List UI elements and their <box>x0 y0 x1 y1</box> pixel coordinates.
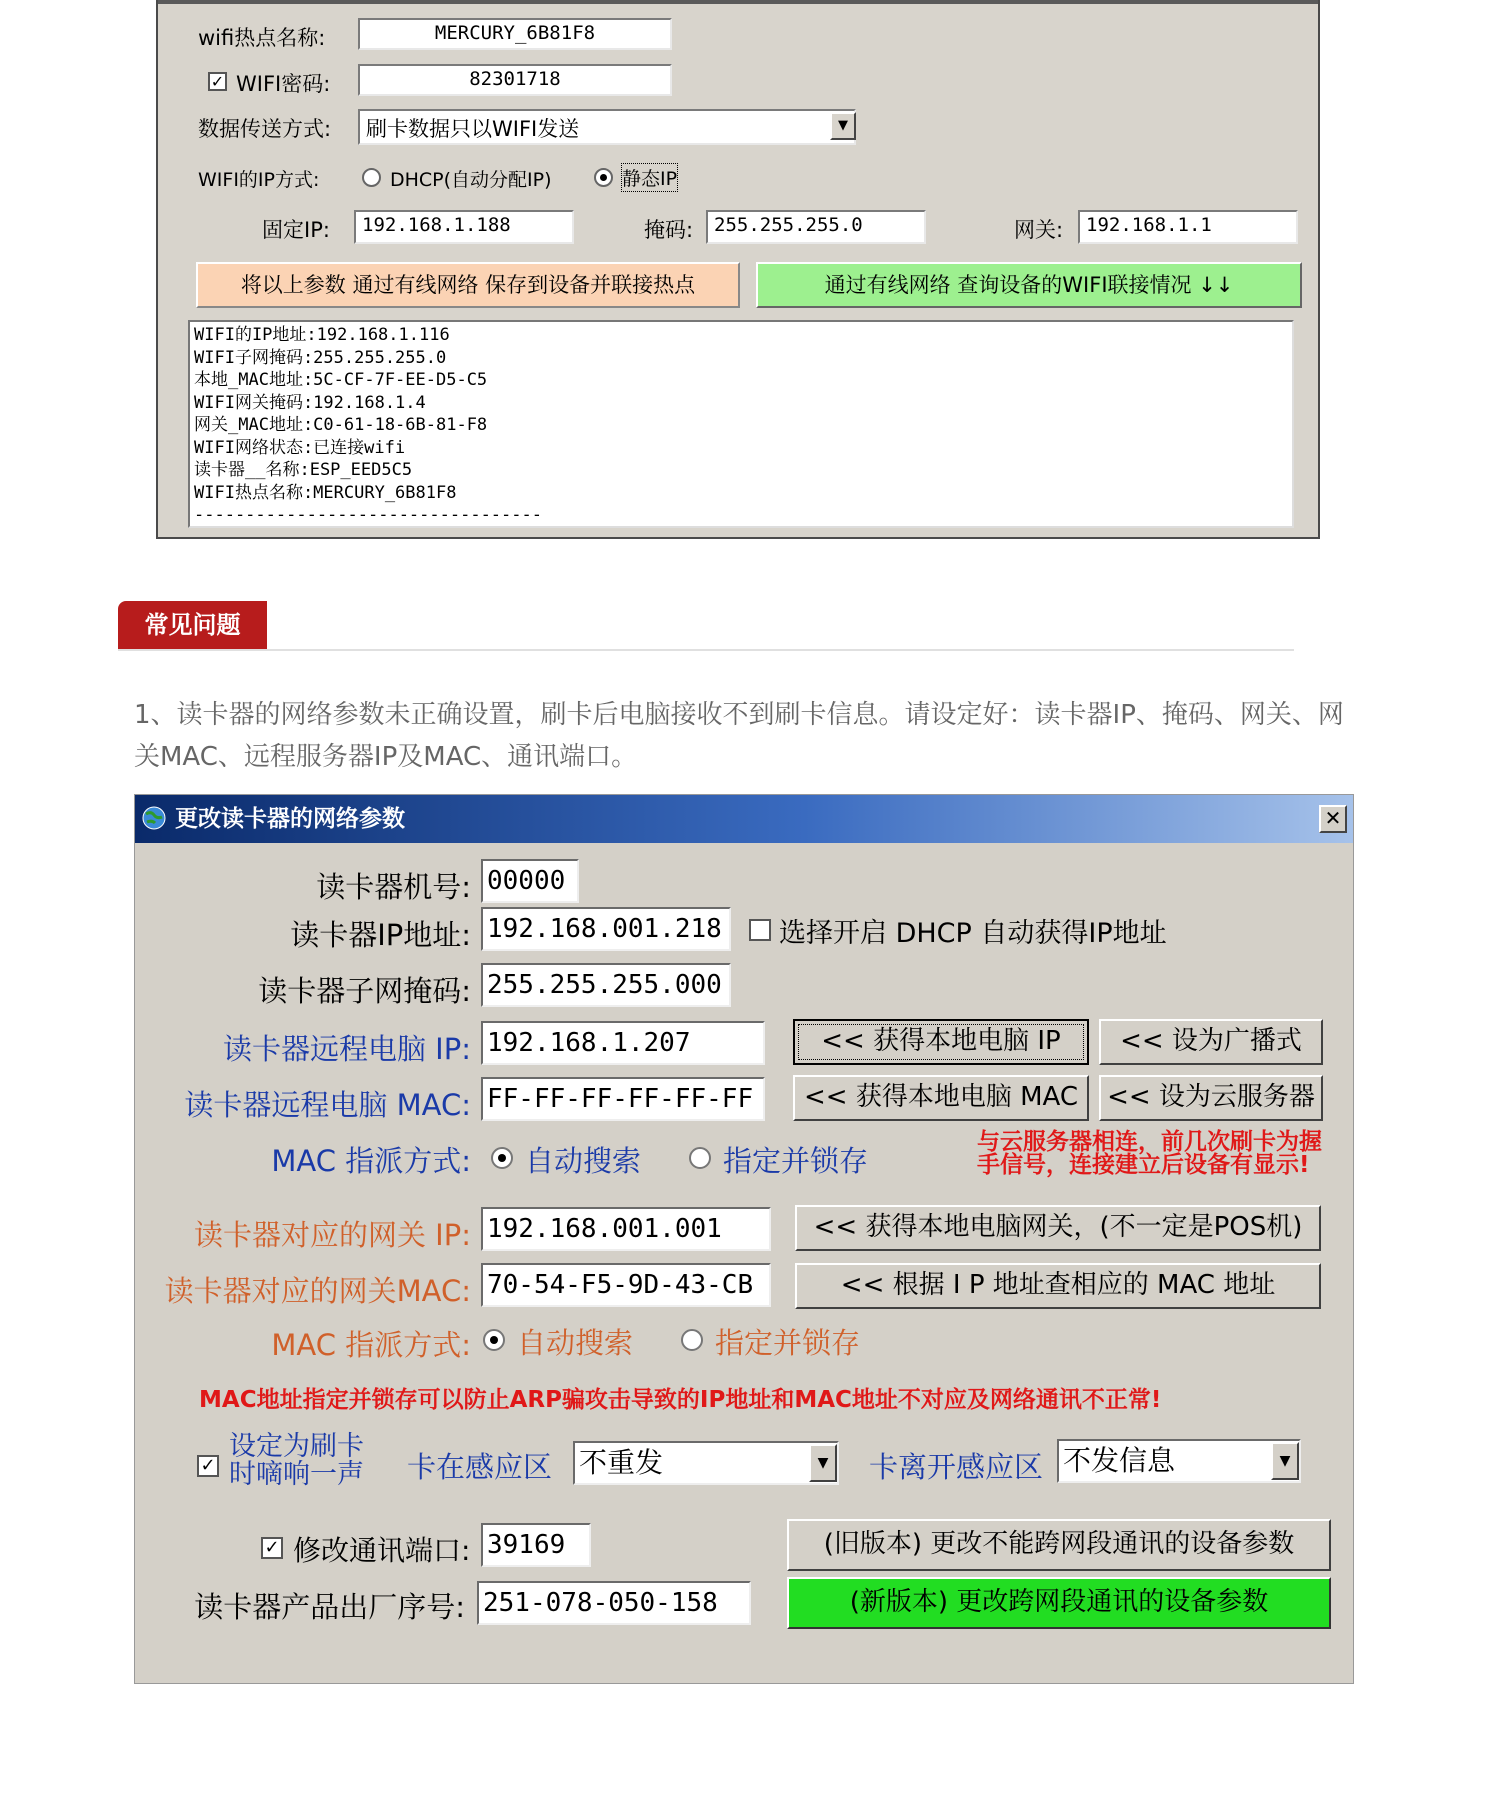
dhcp-label: 选择开启 DHCP 自动获得IP地址 <box>779 918 1167 949</box>
wifi-password-checkbox[interactable]: ✓ <box>208 72 227 91</box>
ip-mode-static-radio[interactable] <box>594 168 613 187</box>
cloud-note <box>977 1131 1322 1177</box>
mask-field[interactable]: 255.255.255.0 <box>706 210 926 244</box>
fixed-ip-field[interactable]: 192.168.1.188 <box>354 210 574 244</box>
globe-icon <box>141 805 167 831</box>
gateway-mac-lock-label: 指定并锁存 <box>715 1326 861 1360</box>
log-line: WIFI子网掩码:255.255.255.0 <box>194 347 447 368</box>
log-line: WIFI热点名称:MERCURY_6B81F8 <box>194 482 457 503</box>
gateway-mac-mode-label: MAC 指派方式: <box>271 1328 471 1362</box>
hotspot-label: wifi热点名称: <box>198 26 326 50</box>
dhcp-checkbox[interactable] <box>749 919 771 941</box>
get-local-gateway-button[interactable]: << 获得本地电脑网关，(不一定是POS机) <box>795 1205 1321 1251</box>
transfer-mode-select[interactable] <box>358 109 856 145</box>
device-no-field[interactable]: 00000 <box>481 859 579 903</box>
gateway-mac-lock-radio[interactable] <box>681 1329 703 1351</box>
beep-checkbox[interactable]: ✓ <box>197 1455 219 1477</box>
device-ip-label: 读卡器IP地址: <box>290 918 471 952</box>
wifi-settings-panel <box>156 0 1320 539</box>
device-mask-label: 读卡器子网掩码: <box>258 974 471 1008</box>
remote-mac-auto-radio[interactable] <box>491 1147 513 1169</box>
set-cloud-server-button[interactable]: << 设为云服务器 <box>1099 1075 1323 1121</box>
transfer-mode-label: 数据传送方式: <box>198 117 332 141</box>
close-button[interactable]: ✕ <box>1319 805 1347 833</box>
transfer-mode-value: 刷卡数据只以WIFI发送 <box>366 117 580 141</box>
serial-field[interactable]: 251-078-050-158 <box>477 1581 751 1625</box>
remote-mac-field[interactable]: FF-FF-FF-FF-FF-FF <box>481 1077 765 1121</box>
new-version-update-button[interactable]: (新版本) 更改跨网段通讯的设备参数 <box>787 1577 1331 1629</box>
remote-mac-lock-label: 指定并锁存 <box>723 1144 869 1178</box>
beep-label <box>229 1433 364 1489</box>
gateway-label: 网关: <box>1014 218 1064 242</box>
remote-mac-auto-label: 自动搜索 <box>525 1144 642 1178</box>
fixed-ip-label: 固定IP: <box>262 218 330 242</box>
get-local-ip-button[interactable]: << 获得本地电脑 IP <box>793 1019 1089 1065</box>
leave-zone-value: 不发信息 <box>1063 1444 1176 1477</box>
wifi-status-log <box>188 320 1294 528</box>
hotspot-name-field[interactable]: MERCURY_6B81F8 <box>358 18 672 50</box>
leave-zone-label: 卡离开感应区 <box>869 1450 1044 1484</box>
gateway-ip-label: 读卡器对应的网关 IP: <box>193 1218 471 1252</box>
remote-mac-lock-radio[interactable] <box>689 1147 711 1169</box>
device-no-label: 读卡器机号: <box>316 870 471 904</box>
gateway-mac-auto-label: 自动搜索 <box>517 1326 634 1360</box>
dialog-titlebar <box>135 795 1353 843</box>
mask-label: 掩码: <box>644 218 694 242</box>
cloud-note-line: 手信号，连接建立后设备有显示! <box>977 1152 1310 1178</box>
log-line: WIFI的IP地址:192.168.1.116 <box>194 325 450 345</box>
serial-label: 读卡器产品出厂序号: <box>194 1590 465 1624</box>
remote-ip-label: 读卡器远程电脑 IP: <box>222 1032 471 1066</box>
chevron-down-icon[interactable]: ▼ <box>830 112 856 140</box>
dialog-title: 更改读卡器的网络参数 <box>175 806 405 832</box>
faq-tag: 常见问题 <box>118 601 267 649</box>
port-checkbox[interactable]: ✓ <box>261 1537 283 1559</box>
device-ip-field[interactable]: 192.168.001.218 <box>481 907 731 951</box>
ip-mode-dhcp-label: DHCP(自动分配IP) <box>390 169 552 191</box>
ip-mode-label: WIFI的IP方式: <box>198 169 320 191</box>
log-line: WIFI网关掩码:192.168.1.4 <box>194 392 426 413</box>
gateway-mac-field[interactable]: 70-54-F5-9D-43-CB <box>481 1263 771 1307</box>
remote-mac-label: 读卡器远程电脑 MAC: <box>184 1088 471 1122</box>
log-line: 本地_MAC地址:5C-CF-7F-EE-D5-C5 <box>194 370 488 390</box>
ip-mode-static-label: 静态IP <box>622 164 677 191</box>
log-line: ---------------------------------- <box>194 505 542 525</box>
old-version-update-button[interactable]: (旧版本) 更改不能跨网段通讯的设备参数 <box>787 1519 1331 1571</box>
network-params-dialog <box>134 794 1354 1684</box>
log-line: 读卡器__名称:ESP_EED5C5 <box>194 460 413 480</box>
device-mask-field[interactable]: 255.255.255.000 <box>481 963 731 1007</box>
faq-divider <box>118 649 1294 651</box>
faq-item-1: 1、读卡器的网络参数未正确设置，刷卡后电脑接收不到刷卡信息。请设定好：读卡器IP、掩码、网关、网关MAC、远程服务器IP及MAC、通讯端口。 <box>134 700 1344 772</box>
chevron-down-icon[interactable]: ▼ <box>809 1444 837 1482</box>
leave-zone-select[interactable] <box>1057 1439 1301 1483</box>
gateway-field[interactable]: 192.168.1.1 <box>1078 210 1298 244</box>
ip-mode-dhcp-radio[interactable] <box>362 168 381 187</box>
wifi-password-field[interactable]: 82301718 <box>358 64 672 96</box>
in-zone-value: 不重发 <box>579 1446 664 1479</box>
cloud-note-line: 与云服务器相连，前几次刷卡为握 <box>977 1129 1322 1155</box>
port-label: 修改通讯端口: <box>293 1534 471 1567</box>
gateway-mac-auto-radio[interactable] <box>483 1329 505 1351</box>
port-field[interactable]: 39169 <box>481 1523 591 1567</box>
chevron-down-icon[interactable]: ▼ <box>1271 1442 1299 1480</box>
save-and-connect-button[interactable]: 将以上参数 通过有线网络 保存到设备并联接热点 <box>196 262 740 308</box>
beep-label-line: 时嘀响一声 <box>229 1459 364 1490</box>
log-line: WIFI网络状态:已连接wifi <box>194 437 406 458</box>
remote-mac-mode-label: MAC 指派方式: <box>271 1144 471 1178</box>
arp-warning: MAC地址指定并锁存可以防止ARP骗攻击导致的IP地址和MAC地址不对应及网络通讯不正常! <box>199 1387 1162 1413</box>
set-broadcast-button[interactable]: << 设为广播式 <box>1099 1019 1323 1065</box>
in-zone-select[interactable] <box>573 1441 839 1485</box>
query-wifi-status-button[interactable]: 通过有线网络 查询设备的WIFI联接情况 ↓↓ <box>756 262 1302 308</box>
in-zone-label: 卡在感应区 <box>407 1450 553 1484</box>
lookup-mac-button[interactable]: << 根据 I P 地址查相应的 MAC 地址 <box>795 1263 1321 1309</box>
gateway-mac-label: 读卡器对应的网关MAC: <box>164 1274 471 1308</box>
remote-ip-field[interactable]: 192.168.1.207 <box>481 1021 765 1065</box>
panel-top-border <box>158 0 1318 4</box>
password-label: WIFI密码: <box>236 72 331 96</box>
beep-label-line: 设定为刷卡 <box>229 1431 364 1462</box>
log-line: 网关_MAC地址:C0-61-18-6B-81-F8 <box>194 415 488 435</box>
gateway-ip-field[interactable]: 192.168.001.001 <box>481 1207 771 1251</box>
get-local-mac-button[interactable]: << 获得本地电脑 MAC <box>793 1075 1089 1121</box>
